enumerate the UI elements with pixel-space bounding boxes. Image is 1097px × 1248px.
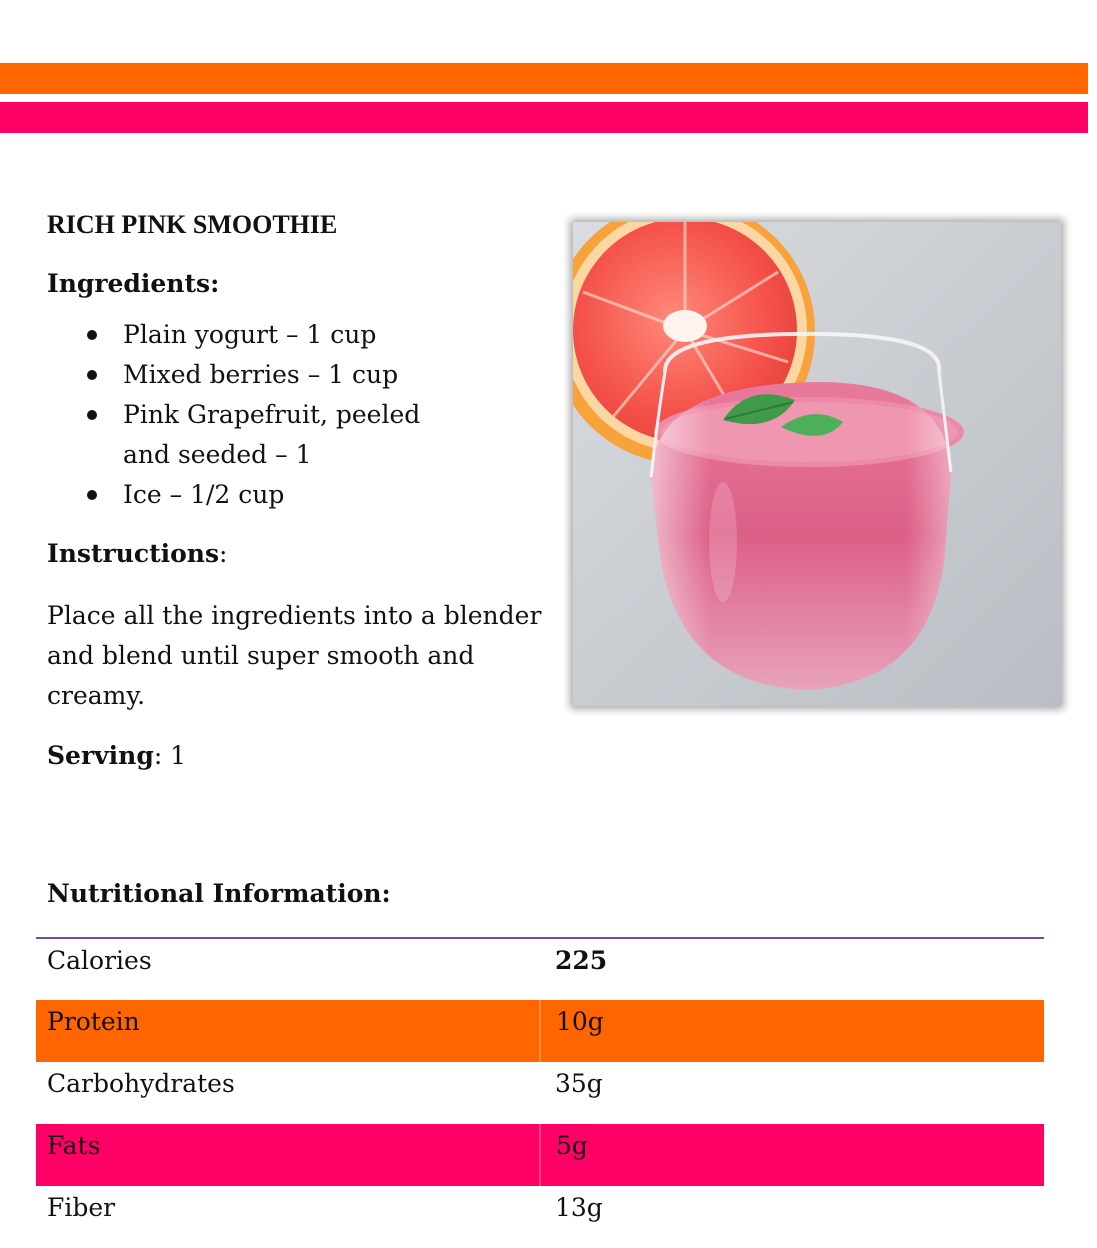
serving-value: : 1 bbox=[153, 741, 187, 770]
serving-line bbox=[47, 738, 547, 774]
recipe-title: RICH PINK SMOOTHIE bbox=[47, 210, 338, 239]
nutrition-table bbox=[36, 937, 1044, 1248]
ingredients-heading-text: Ingredients: bbox=[47, 269, 220, 298]
bullet-icon bbox=[87, 330, 97, 340]
nutrient-value: 5g bbox=[540, 1124, 1044, 1186]
smoothie-illustration bbox=[573, 222, 1061, 706]
list-item bbox=[87, 475, 453, 515]
ingredient-text: Plain yogurt – 1 cup bbox=[123, 320, 377, 349]
instructions-text: Place all the ingredients into a blender and blend until super smooth and creamy. bbox=[47, 601, 542, 710]
serving-label: Serving bbox=[47, 741, 154, 770]
ingredient-text: Pink Grapefruit, peeled and seeded – 1 bbox=[123, 400, 421, 469]
instructions-heading-text: Instructions bbox=[47, 539, 220, 568]
list-item bbox=[87, 355, 453, 395]
nutrient-value: 225 bbox=[540, 938, 1044, 1000]
top-accent-band-orange bbox=[0, 63, 1088, 94]
list-item bbox=[87, 395, 453, 475]
nutrient-label: Fiber bbox=[47, 1193, 116, 1222]
nutrient-label: Fats bbox=[36, 1124, 540, 1186]
top-accent-band-pink bbox=[0, 102, 1088, 133]
nutrient-label: Calories bbox=[36, 938, 540, 1000]
nutrient-value: 35g bbox=[555, 1069, 603, 1098]
table-row bbox=[36, 1124, 1044, 1186]
nutrient-label: Protein bbox=[36, 1000, 540, 1062]
instructions-heading-colon: : bbox=[219, 539, 228, 568]
table-row bbox=[36, 1186, 1044, 1248]
nutrient-label: Carbohydrates bbox=[47, 1069, 235, 1098]
bullet-icon bbox=[87, 490, 97, 500]
table-row bbox=[36, 1000, 1044, 1062]
ingredient-text: Mixed berries – 1 cup bbox=[123, 360, 399, 389]
bullet-icon bbox=[87, 410, 97, 420]
table-row bbox=[36, 1062, 1044, 1124]
list-item bbox=[87, 315, 453, 355]
nutrition-heading: Nutritional Information: bbox=[47, 879, 391, 908]
instructions-heading bbox=[47, 536, 547, 572]
bullet-icon bbox=[87, 370, 97, 380]
table-row bbox=[36, 938, 1044, 1000]
ingredient-text: Ice – 1/2 cup bbox=[123, 480, 285, 509]
recipe-text-column bbox=[47, 205, 547, 774]
smoothie-photo bbox=[573, 222, 1061, 706]
ingredient-list bbox=[47, 315, 547, 515]
ingredients-heading bbox=[47, 266, 547, 302]
nutrient-value: 13g bbox=[555, 1193, 603, 1222]
nutrient-value: 10g bbox=[540, 1000, 1044, 1062]
